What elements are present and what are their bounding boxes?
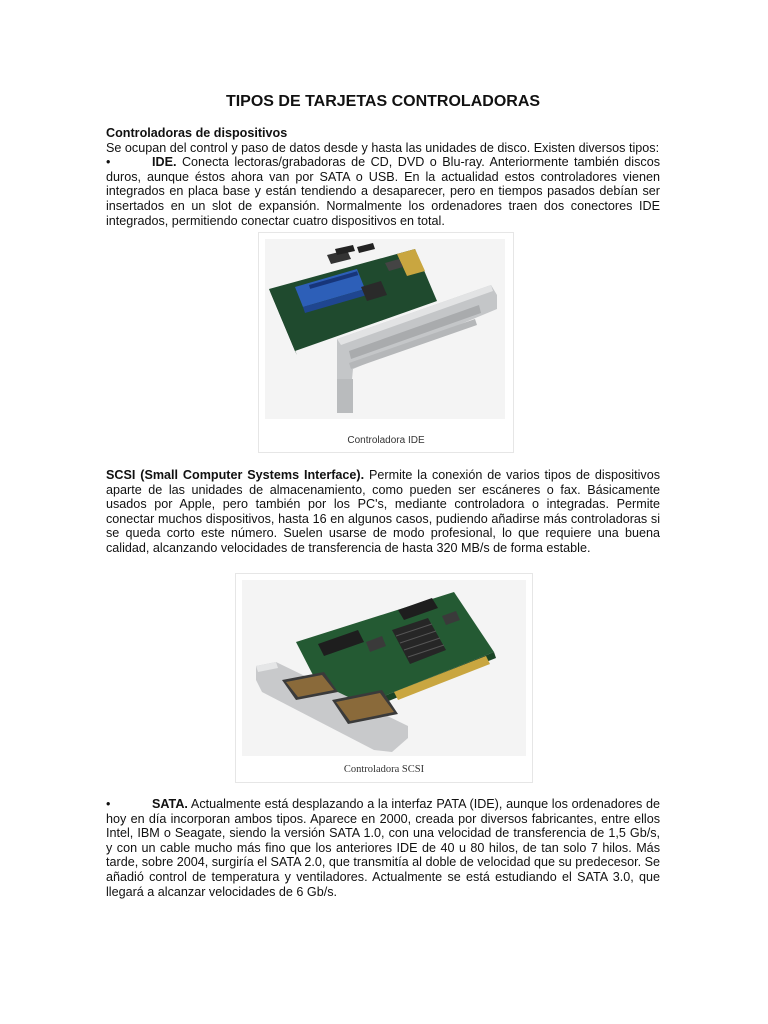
bullet-symbol: • (106, 155, 111, 170)
figure-caption: Controladora SCSI (343, 764, 425, 775)
figure-scsi-controller (235, 573, 533, 783)
figure-caption: Controladora IDE (347, 435, 425, 446)
bullet-symbol: • (106, 797, 111, 811)
section-intro: Se ocupan del control y paso de datos desde y hasta las unidades de disco. Existen diversos tipos: (106, 140, 660, 155)
sata-label: SATA. (152, 797, 188, 811)
list-item-ide (106, 155, 660, 228)
scsi-text: Permite la conexión de varios tipos de dispositivos aparte de las unidades de almacenamiento, como pueden ser escáneres o fax. Básicamente usados por Apple, pero también por los PC's, mediante controladora o integradas. Permite conectar muchos dispositivos, hasta 16 en algunos casos, pudiendo añadirse más controladoras si se queda corto este número. Suelen usarse de modo profesional, lo que requiere una buena calidad, alcanzando velocidades de transferencia de hasta 320 MB/s de forma estable. (106, 468, 661, 555)
ide-controller-image (265, 239, 505, 419)
document-title: TIPOS DE TARJETAS CONTROLADORAS (225, 93, 541, 110)
section-scsi (106, 468, 660, 556)
scsi-controller-image (242, 580, 526, 756)
scsi-label: SCSI (Small Computer Systems Interface). (106, 468, 365, 482)
section-heading: Controladoras de dispositivos (106, 126, 288, 140)
ide-text: Conecta lectoras/grabadoras de CD, DVD o Blu-ray. Anteriormente también discos duros, aunque éstos ahora van por SATA o USB. En la actualidad estos controladores vienen integrados en placa base y están tendiendo a desaparecer, pero en tiempos pasados debían ser insertados en un slot de expansión. Normalmente los ordenadores traen dos conectores IDE integrados, permitiendo conectar cuatro dispositivos en total. (106, 155, 660, 228)
sata-text: Actualmente está desplazando a la interfaz PATA (IDE), aunque los ordenadores de hoy en día incorporan ambos tipos. Aparece en 2000, creada por diversos fabricantes, entre ellos Intel, IBM o Seagate, siendo la versión SATA 1.0, con una velocidad de transferencia de 1,5 Gb/s, y con un cable mucho más fino que los anteriores IDE de 40 u 80 hilos, de tan solo 7 hilos. Más tarde, sobre 2004, surgiría el SATA 2.0, que transmitía al doble de velocidad que su predecesor. Se añadió control de temperatura y ventiladores. Actualmente se está estudiando el SATA 3.0, que llegará a alcanzar velocidades de 6 Gb/s. (106, 797, 660, 899)
section-sata (106, 797, 660, 899)
ide-label: IDE. (152, 155, 177, 170)
figure-ide-controller (258, 232, 514, 453)
section-controladoras (106, 126, 660, 228)
